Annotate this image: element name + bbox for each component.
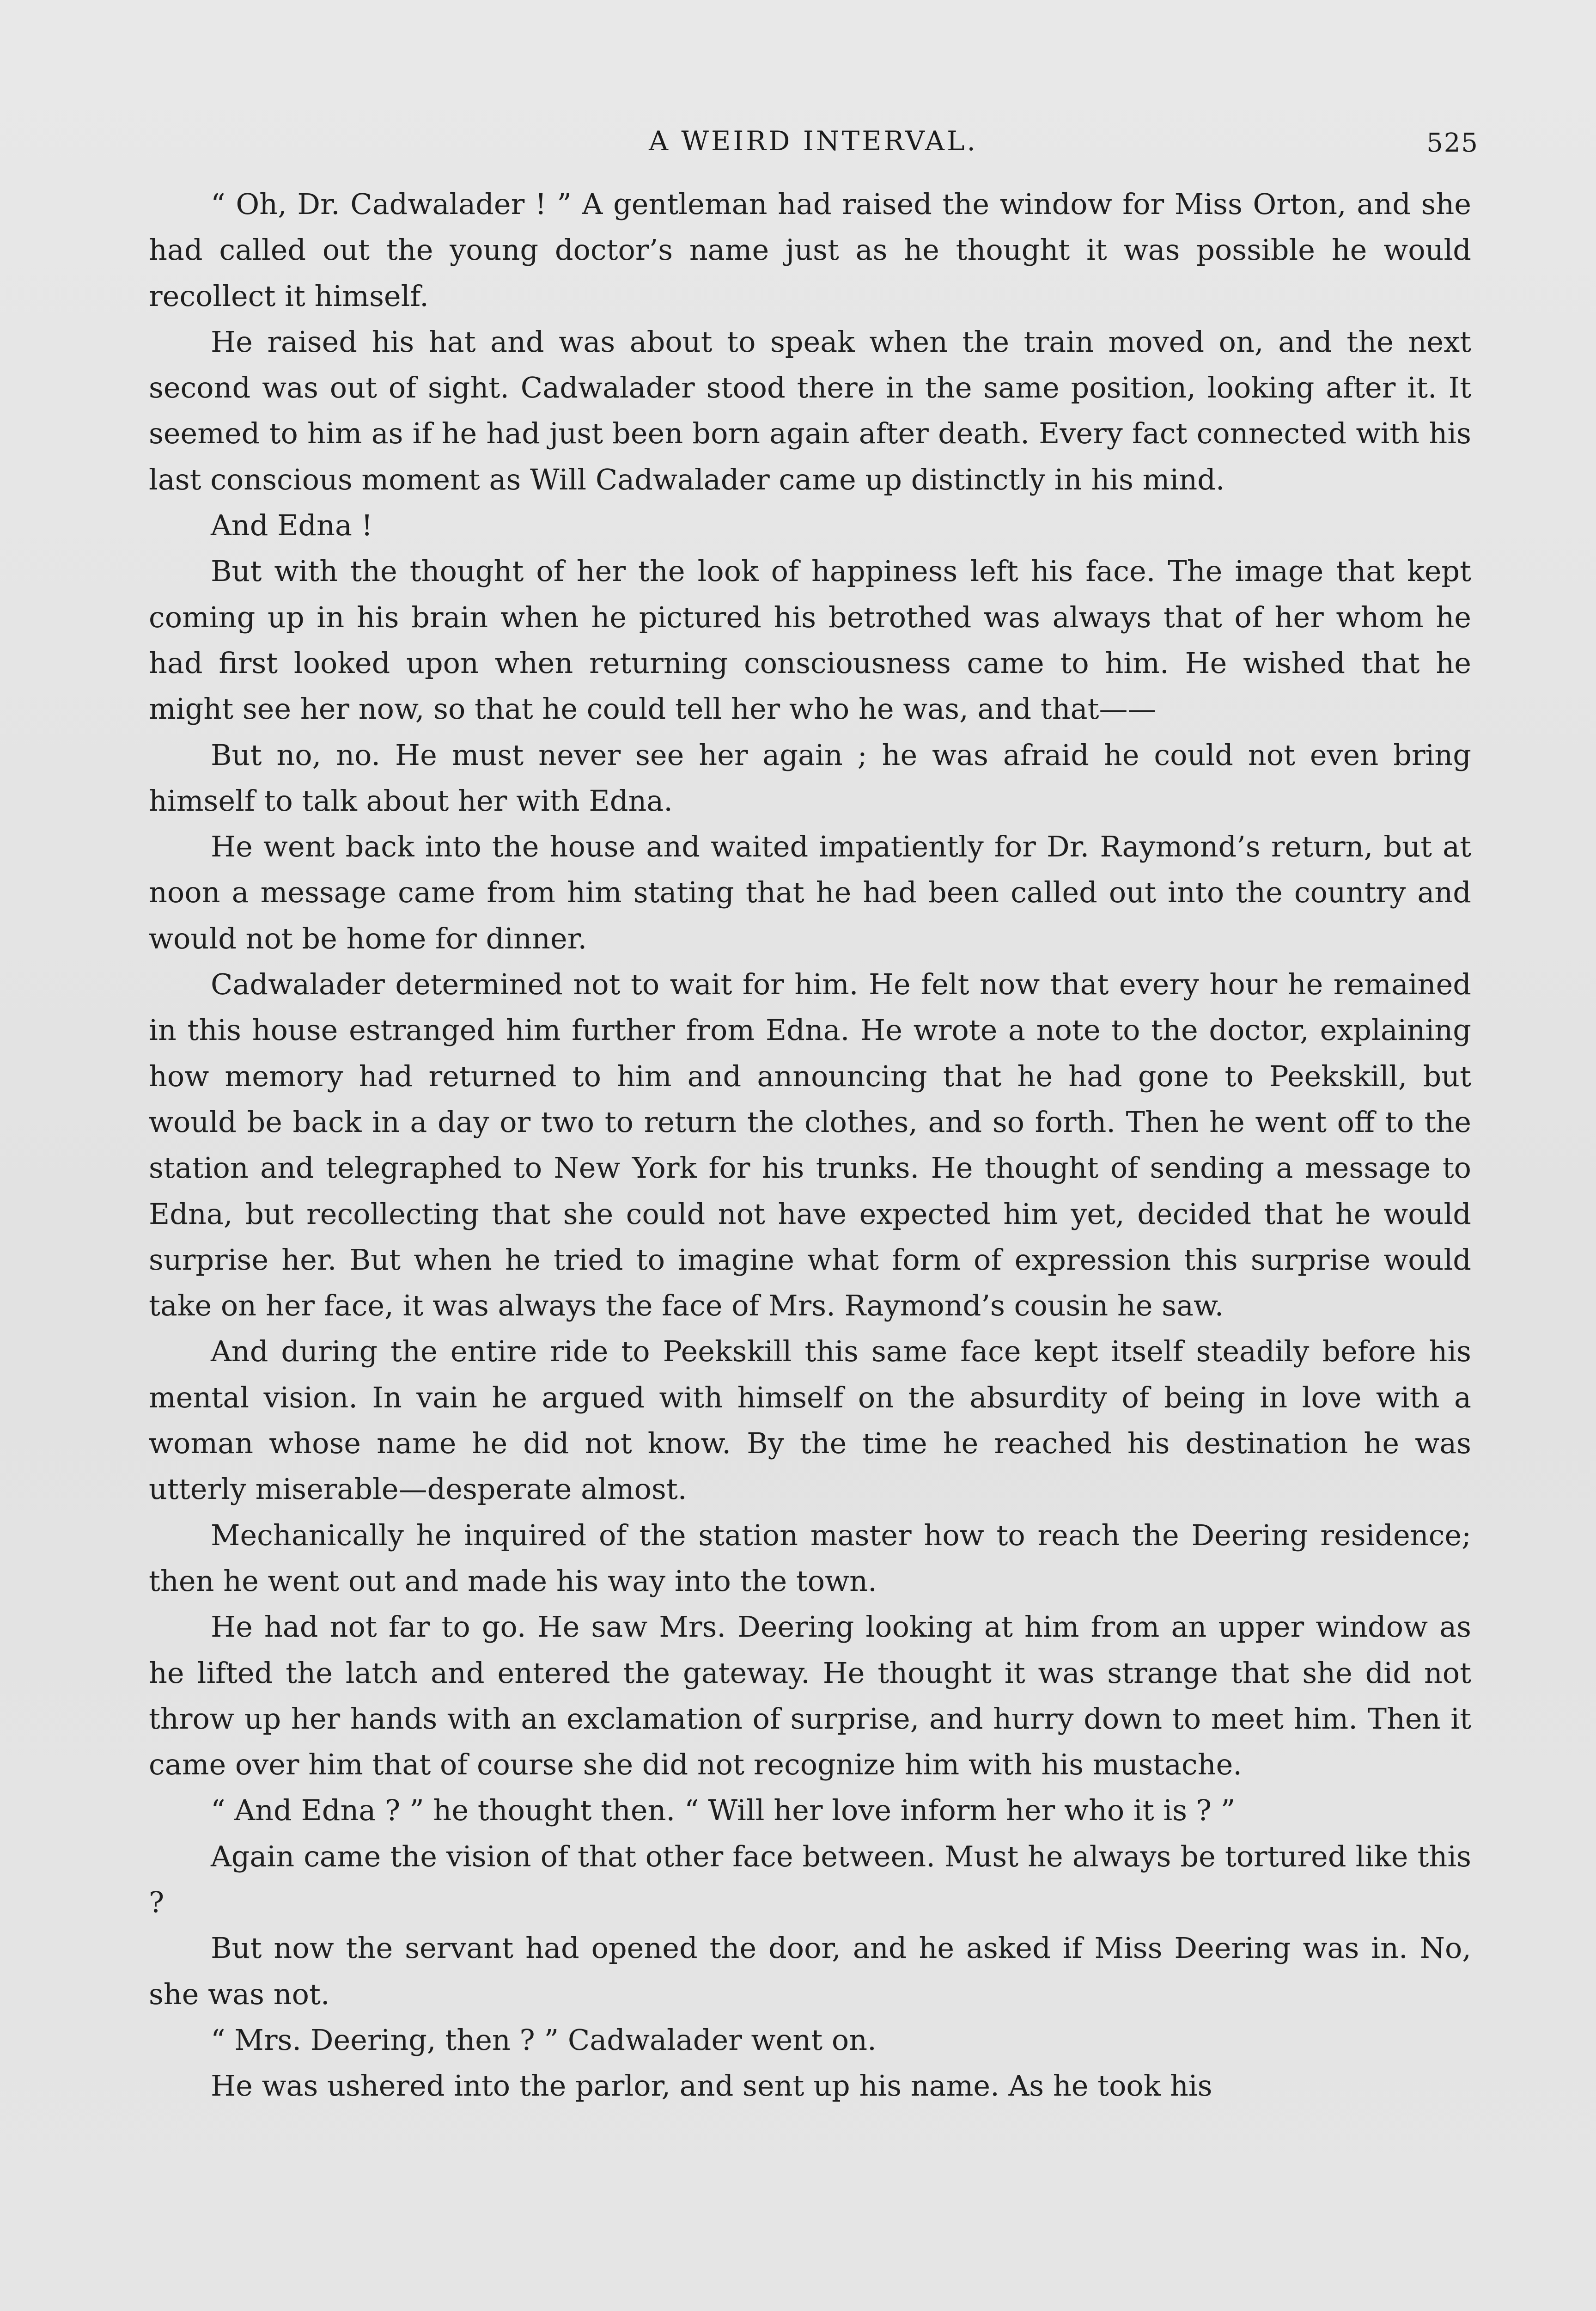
paragraph: Cadwalader determined not to wait for him. He felt now that every hour he remained in this house estranged him further from Edna. He wrote a note to the doctor, explaining how memory had returned to him and announcing that he had gone to Peekskill, but would be back in a day or two to return the clothes, and so forth. Then he went off to the station and telegraphed to New York for his trunks. He thought of sending a message to Edna, but recollecting that she could not have expected him yet, decided that he would surprise her. But when he tried to imagine what form of expression this surprise would take on her face, it was always the face of Mrs. Raymond’s cousin he saw. <box>149 967 1471 1323</box>
paragraph: He went back into the house and waited impatiently for Dr. Raymond’s return, but at noon a message came from him stating that he had been called out into the country and would not be home for dinner. <box>149 830 1471 955</box>
paragraph: But now the servant had opened the door, and he asked if Miss Deering was in. No, she was not. <box>149 1931 1471 2011</box>
paragraph: “ And Edna ? ” he thought then. “ Will her love inform her who it is ? ” <box>211 1793 1236 1828</box>
paragraph: And Edna ! <box>211 508 373 543</box>
running-title: A WEIRD INTERVAL. <box>649 125 978 157</box>
paragraph: “ Oh, Dr. Cadwalader ! ” A gentleman had raised the window for Miss Orton, and she had called out the young doctor’s name just as he thought it was possible he would recollect it himself. <box>149 187 1471 313</box>
paragraph: Mechanically he inquired of the station master how to reach the Deering residence; then he went out and made his way into the town. <box>149 1518 1471 1598</box>
page-number: 525 <box>1426 128 1479 158</box>
paragraph: Again came the vision of that other face between. Must he always be tortured like this ? <box>149 1839 1471 1919</box>
paragraph: But with the thought of her the look of happiness left his face. The image that kept coming up in his brain when he pictured his betrothed was always that of her whom he had first looked upon when returning consciousness came to him. He wished that he might see her now, so that he could tell her who he was, and that—— <box>149 554 1471 726</box>
paragraph: And during the entire ride to Peekskill this same face kept itself steadily before his mental vision. In vain he argued with himself on the absurdity of being in love with a woman whose name he did not know. By the time he reached his destination he was utterly miserable—desperate almost. <box>149 1334 1471 1506</box>
page-header <box>148 116 1479 166</box>
paragraph: He raised his hat and was about to speak when the train moved on, and the next second was out of sight. Cadwalader stood there in the same position, looking after it. It seemed to him as if he had just been born again after death. Every fact connected with his last conscious moment as Will Cadwalader came up distinctly in his mind. <box>149 324 1471 496</box>
paragraph: But no, no. He must never see her again ; he was afraid he could not even bring himself to talk about her with Edna. <box>149 738 1471 818</box>
story-text <box>149 181 1471 2109</box>
paragraph: “ Mrs. Deering, then ? ” Cadwalader went on. <box>211 2023 877 2057</box>
paragraph: He was ushered into the parlor, and sent up his name. As he took his <box>211 2069 1212 2103</box>
paragraph: He had not far to go. He saw Mrs. Deering looking at him from an upper window as he lifted the latch and entered the gateway. He thought it was strange that she did not throw up her hands with an exclamation of surprise, and hurry down to meet him. Then it came over him that of course she did not recognize him with his mustache. <box>149 1610 1471 1782</box>
